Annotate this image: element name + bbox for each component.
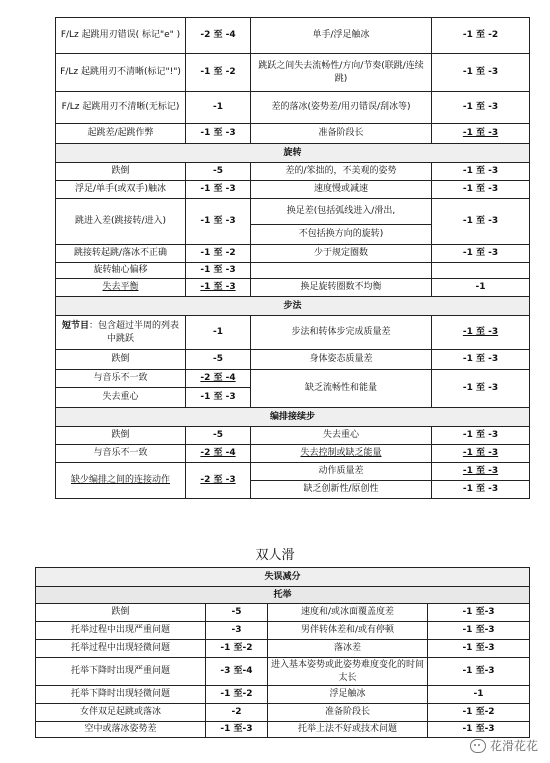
table-cell: -1 至 -3 [432, 350, 530, 370]
table-cell: -1 至 -3 [432, 316, 530, 350]
table-row [56, 316, 530, 350]
table-cell: 缺乏创新性/原创性 [251, 481, 432, 499]
table-cell: -5 [186, 163, 251, 181]
error-label: F/Lz 起跳用刃不清晰(无标记) [56, 92, 186, 124]
error-label: 准备阶段长 [251, 124, 432, 144]
table-cell: 步法和转体步完成质量差 [251, 316, 432, 350]
deduction-value: -1 至 -3 [432, 92, 530, 124]
table-row [36, 622, 530, 640]
table-cell: -2 至 -4 [186, 370, 251, 388]
table-cell: -1 至-2 [206, 686, 268, 704]
error-label: 起跳差/起跳作弊 [56, 124, 186, 144]
table-cell: -2 [206, 704, 268, 722]
table-cell: 换足差(包括弧线进入/滑出, [251, 199, 432, 225]
table-cell: 差的/笨拙的，不美观的姿势 [251, 163, 432, 181]
table-row [36, 658, 530, 686]
table-cell: -1 至-3 [428, 722, 530, 738]
table-cell: 身体姿态质量差 [251, 350, 432, 370]
table-cell: 跌倒 [56, 163, 186, 181]
short-program-bold: 短节目 [61, 320, 89, 331]
table-cell: 浮足/单手(或双手)触冰 [56, 181, 186, 199]
section-header-choreo: 编排接续步 [56, 408, 530, 427]
error-label: 单手/浮足触冰 [251, 18, 432, 54]
short-program-rest: ：包含超过半周的列表中跳跃 [89, 320, 180, 344]
table-cell: -3 [206, 622, 268, 640]
table-cell: -1 至-2 [428, 704, 530, 722]
table-cell: 换足旋转圈数不均衡 [251, 279, 432, 297]
table-cell: -1 至 -3 [432, 163, 530, 181]
table-cell: -1 [186, 316, 251, 350]
table-cell: 跳接转起跳/落冰不正确 [56, 245, 186, 263]
table-row [56, 124, 530, 144]
singles-deduction-table [55, 17, 530, 499]
table-cell: -1 至-2 [206, 640, 268, 658]
table-cell: 旋转轴心偏移 [56, 263, 186, 279]
table-cell: 跳进入差(跳接转/进入) [56, 199, 186, 245]
deduction-value: -1 至 -3 [432, 124, 530, 144]
error-label: F/Lz 起跳用刃不清晰(标记"!") [56, 54, 186, 92]
table-cell: 托举下降时出现轻微问题 [36, 686, 206, 704]
table-cell: 失去重心 [251, 427, 432, 445]
watermark [470, 737, 538, 754]
table-row [56, 54, 530, 92]
table-cell [251, 263, 432, 279]
deduction-value: -1 至 -3 [432, 54, 530, 92]
table-row [36, 704, 530, 722]
table-row [56, 92, 530, 124]
table-row [36, 722, 530, 738]
table-cell: 跌倒 [56, 427, 186, 445]
table-cell: -1 至 -3 [432, 463, 530, 481]
table-row [56, 408, 530, 427]
table-cell: -1 至 -3 [186, 181, 251, 199]
table-row [56, 463, 530, 481]
table-row [56, 18, 530, 54]
table-cell: -1 至 -3 [432, 427, 530, 445]
table-cell [432, 263, 530, 279]
table-cell: -1 至 -3 [432, 370, 530, 408]
table-cell: 不包括换方向的旋转) [251, 225, 432, 245]
table-row [56, 279, 530, 297]
deduction-value: -1 至 -2 [186, 54, 251, 92]
deduction-value: -1 至 -3 [186, 124, 251, 144]
table-cell: -5 [206, 604, 268, 622]
table-cell: 少于规定圈数 [251, 245, 432, 263]
wechat-icon [470, 739, 486, 753]
table-cell: 失去控制或缺乏能量 [251, 445, 432, 463]
table-cell: -1 至 -3 [432, 245, 530, 263]
table-cell: 动作质量差 [251, 463, 432, 481]
table-cell: 浮足触冰 [268, 686, 428, 704]
section-header-steps: 步法 [56, 297, 530, 316]
error-label: 跳跃之间失去流畅性/方向/节奏(联跳/连续跳) [251, 54, 432, 92]
table-cell: 缺少编排之间的连接动作 [56, 463, 186, 499]
error-label: 差的落冰(姿势差/用刃错误/刮冰等) [251, 92, 432, 124]
table-row [56, 263, 530, 279]
table-cell: -5 [186, 427, 251, 445]
deduction-value: -1 [186, 92, 251, 124]
table-row [56, 199, 530, 225]
table-row [36, 640, 530, 658]
watermark-text: 花滑花花 [489, 739, 538, 753]
error-label: F/Lz 起跳用刃错误( 标记"e" ) [56, 18, 186, 54]
table-cell: 托举过程中出现轻微问题 [36, 640, 206, 658]
pairs-header: 失误减分 [36, 568, 530, 587]
table-cell: -1 至 -3 [432, 181, 530, 199]
pairs-title: 双人滑 [255, 548, 295, 563]
table-cell: -1 至 -3 [432, 445, 530, 463]
short-program-label [56, 316, 186, 350]
table-cell: 失去重心 [56, 388, 186, 408]
table-cell: -1 至 -3 [432, 199, 530, 245]
table-cell: 速度和/或冰面覆盖度差 [268, 604, 428, 622]
table-row [56, 445, 530, 463]
deduction-value: -2 至 -4 [186, 18, 251, 54]
table-cell: -1 至-3 [428, 622, 530, 640]
table-cell: 落冰差 [268, 640, 428, 658]
pairs-subheader-lifts: 托举 [36, 587, 530, 604]
table-row [56, 144, 530, 163]
table-cell: -2 至 -4 [186, 445, 251, 463]
table-cell: 男伴转体差和/或有停顿 [268, 622, 428, 640]
table-cell: -1 至 -2 [186, 245, 251, 263]
table-cell: 缺乏流畅性和能量 [251, 370, 432, 408]
table-row [56, 163, 530, 181]
table-row [56, 181, 530, 199]
table-cell: -5 [186, 350, 251, 370]
table-cell: -1 至-3 [428, 640, 530, 658]
table-cell: 女伴双足起跳或落冰 [36, 704, 206, 722]
table-cell: -1 至-3 [428, 658, 530, 686]
table-cell: -1 至-3 [206, 722, 268, 738]
table-cell: 准备阶段长 [268, 704, 428, 722]
table-row [36, 587, 530, 604]
table-cell: 跌倒 [56, 350, 186, 370]
table-cell: -1 至 -3 [186, 279, 251, 297]
table-cell: -1 至 -3 [186, 199, 251, 245]
table-row [36, 568, 530, 587]
table-row [56, 427, 530, 445]
table-cell: -1 [428, 686, 530, 704]
pairs-deduction-table [35, 567, 530, 738]
table-cell: -1 至 -3 [186, 263, 251, 279]
table-cell: 与音乐不一致 [56, 445, 186, 463]
table-row [56, 245, 530, 263]
table-cell: -1 至-3 [428, 604, 530, 622]
table-cell: -1 至 -3 [186, 388, 251, 408]
table-cell: -1 [432, 279, 530, 297]
table-cell: 托举下降时出现严重问题 [36, 658, 206, 686]
table-cell: 与音乐不一致 [56, 370, 186, 388]
table-row [56, 350, 530, 370]
table-cell: 速度慢或减速 [251, 181, 432, 199]
table-cell: -1 至 -3 [432, 481, 530, 499]
table-row [56, 297, 530, 316]
table-row [36, 686, 530, 704]
table-cell: -2 至 -3 [186, 463, 251, 499]
section-header-spin: 旋转 [56, 144, 530, 163]
table-cell: 进入基本姿势或此姿势难度变化的时间太长 [268, 658, 428, 686]
table-cell: 托举上法不好或技术问题 [268, 722, 428, 738]
table-cell: 失去平衡 [56, 279, 186, 297]
table-cell: 跌倒 [36, 604, 206, 622]
table-cell: 空中或落冰姿势差 [36, 722, 206, 738]
table-row [36, 604, 530, 622]
table-cell: 托举过程中出现严重问题 [36, 622, 206, 640]
deduction-value: -1 至 -2 [432, 18, 530, 54]
table-cell: -3 至-4 [206, 658, 268, 686]
table-row [56, 370, 530, 388]
